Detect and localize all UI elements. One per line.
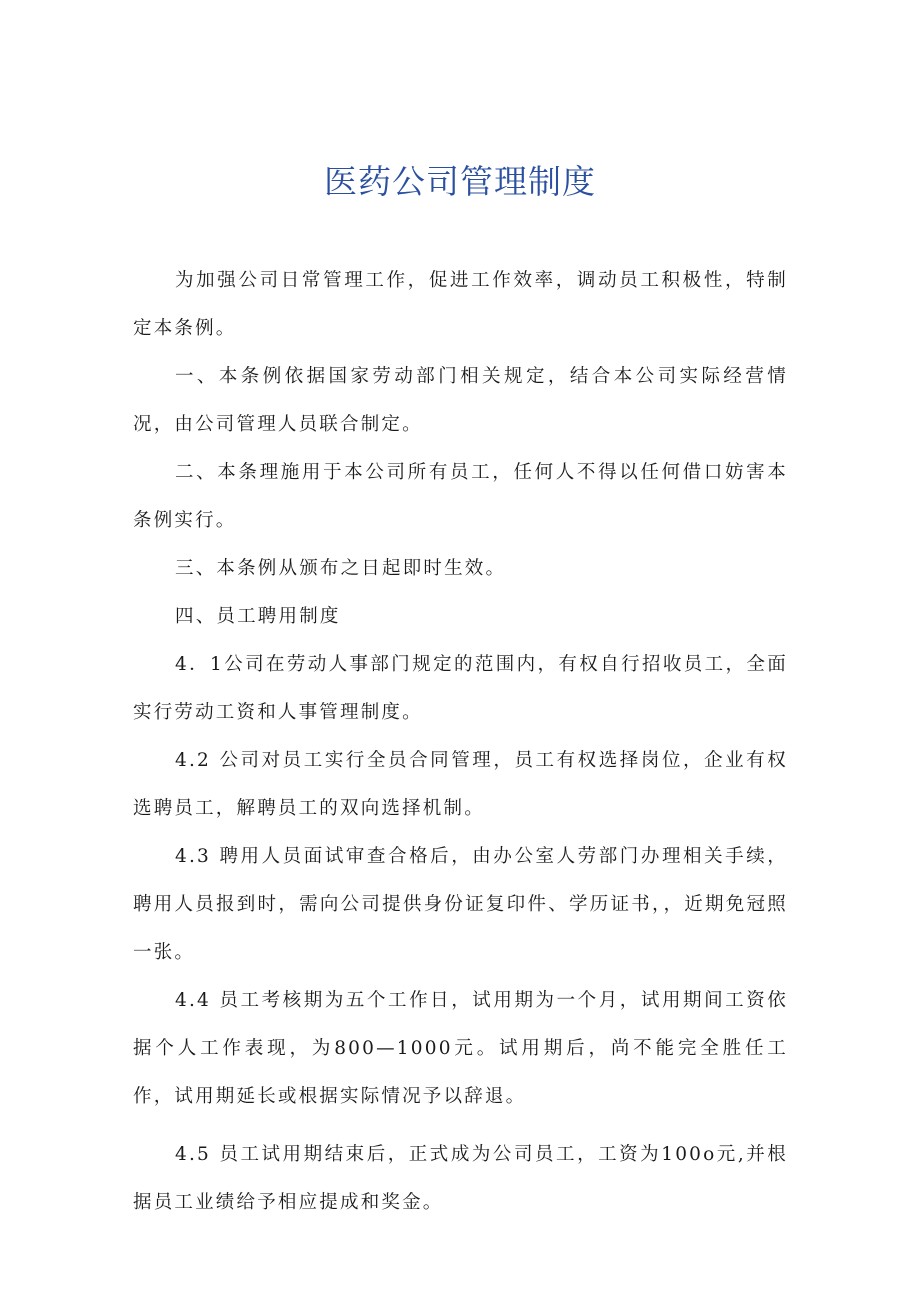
paragraph-intro: 为加强公司日常管理工作，促进工作效率，调动员工积极性，特制定本条例。 — [133, 270, 788, 339]
paragraph-article-3: 三、本条例从颁布之日起即时生效。 — [175, 558, 507, 579]
paragraph-section-4-heading: 四、员工聘用制度 — [175, 606, 341, 627]
paragraph-4-2: 4.2 公司对员工实行全员合同管理，员工有权选择岗位，企业有权选聘员工，解聘员工的双向选择机制。 — [133, 750, 788, 819]
paragraph-4-1: 4．1公司在劳动人事部门规定的范围内，有权自行招收员工，全面实行劳动工资和人事管理制度。 — [133, 654, 788, 723]
paragraph-article-1: 一、本条例依据国家劳动部门相关规定，结合本公司实际经营情况，由公司管理人员联合制定。 — [133, 366, 788, 435]
document-body — [133, 257, 788, 1227]
paragraph-4-5: 4.5 员工试用期结束后，正式成为公司员工，工资为100o元,并根据员工业绩给予相应提成和奖金。 — [133, 1144, 788, 1213]
paragraph-4-3: 4.3 聘用人员面试审查合格后，由办公室人劳部门办理相关手续，聘用人员报到时，需向公司提供身份证复印件、学历证书，，近期免冠照一张。 — [133, 846, 788, 963]
paragraph-4-4: 4.4 员工考核期为五个工作日，试用期为一个月，试用期间工资依据个人工作表现，为800—1000元。试用期后，尚不能完全胜任工作，试用期延长或根据实际情况予以辞退。 — [133, 990, 788, 1107]
document-title: 医药公司管理制度 — [324, 162, 596, 201]
paragraph-article-2: 二、本条理施用于本公司所有员工，任何人不得以任何借口妨害本条例实行。 — [133, 462, 788, 531]
